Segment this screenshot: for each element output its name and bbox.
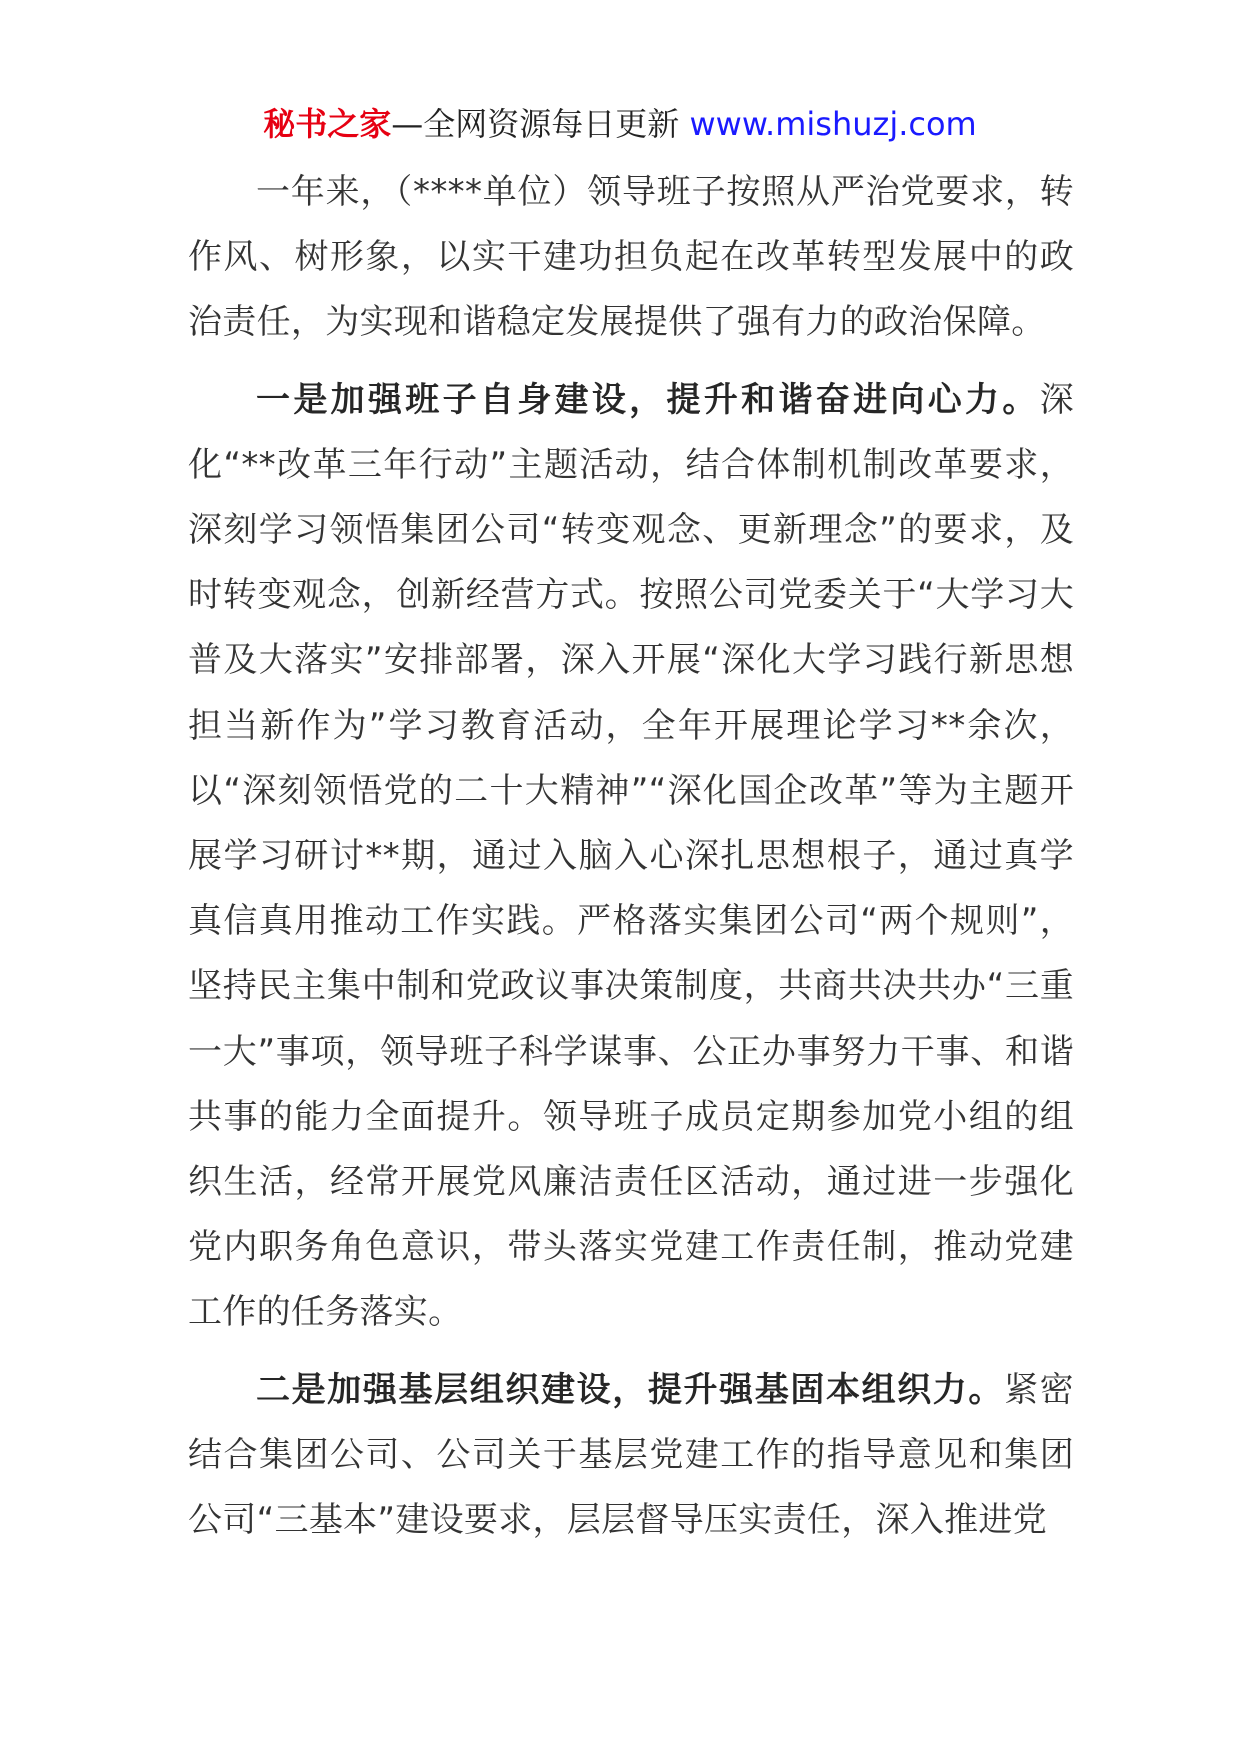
section-paragraph-2 [188,1358,1074,1554]
paragraph-lead: 一是加强班子自身建设，提升和谐奋进向心力。 [256,379,1040,420]
paragraph-text: 一年来，（****单位）领导班子按照从严治党要求，转作风、树形象，以实干建功担负起在改革转型发展中的政治责任，为实现和谐稳定发展提供了强有力的政治保障。 [188,172,1074,343]
paragraph-lead: 二是加强基层组织建设，提升强基固本组织力。 [256,1369,1005,1410]
header-slogan: —全网资源每日更新 [391,105,680,143]
brand-name: 秘书之家 [263,105,392,143]
section-paragraph-1 [188,368,1074,1346]
paragraph-text: 紧密结合集团公司、公司关于基层党建工作的指导意见和集团公司“三基本”建设要求，层层督导压实责任，深入推进党 [188,1369,1074,1541]
site-url-link[interactable]: www.mishuzj.com [689,105,977,143]
document-body [188,160,1074,1553]
paragraph-text: 深化“**改革三年行动”主题活动，结合体制机制改革要求，深刻学习领悟集团公司“转变观念、更新理念”的要求，及时转变观念，创新经营方式。按照公司党委关于“大学习大普及大落实”安排部署，深入开展“深化大学习践行新思想担当新作为”学习教育活动，全年开展理论学习**余次，以“深刻领悟党的二十大精神”“深化国企改革”等为主题开展学习研讨**期，通过入脑入心深扎思想根子，通过真学真信真用推动工作实践。严格落实集团公司“两个规则”，坚持民主集中制和党政议事决策制度，共商共决共办“三重一大”事项，领导班子科学谋事、公正办事努力干事、和谐共事的能力全面提升。领导班子成员定期参加党小组的组织生活，经常开展党风廉洁责任区活动，通过进一步强化党内职务角色意识，带头落实党建工作责任制，推动党建工作的任务落实。 [188,379,1074,1333]
intro-paragraph [188,160,1074,356]
site-header [0,104,1240,144]
